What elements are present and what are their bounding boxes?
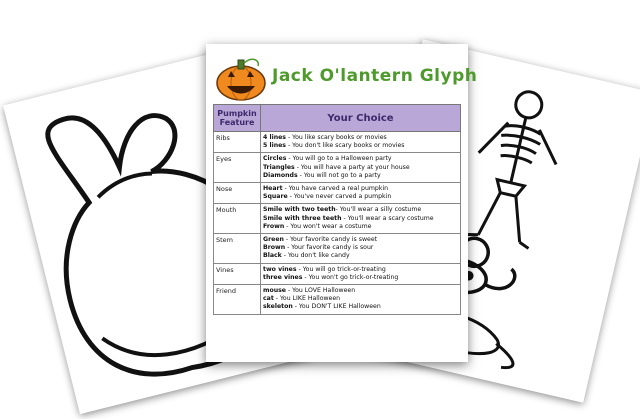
table-row (214, 204, 461, 234)
choice-line (263, 236, 458, 244)
feature-cell: Vines (214, 263, 261, 284)
table-row (214, 285, 461, 315)
choice-line (263, 266, 458, 274)
table-row (214, 234, 461, 264)
choice-cell (261, 204, 461, 234)
feature-cell: Nose (214, 183, 261, 204)
choice-line (263, 223, 458, 231)
choice-option: Diamonds (263, 171, 298, 179)
choice-line (263, 206, 458, 214)
choice-option: two vines (263, 265, 297, 273)
page-title: Jack O'lantern Glyph (272, 66, 478, 86)
glyph-table (213, 104, 461, 315)
table-row (214, 132, 461, 153)
choice-line (263, 185, 458, 193)
choice-option: Frown (263, 222, 285, 230)
choice-cell (261, 285, 461, 315)
table-row (214, 153, 461, 183)
choice-cell (261, 132, 461, 153)
choice-meaning: - You LOVE Halloween (285, 287, 356, 295)
choice-option: Smile with three teeth (263, 214, 342, 222)
choice-option: Black (263, 252, 282, 260)
skeleton-icon (460, 84, 570, 251)
choice-option: 4 lines (263, 134, 286, 141)
choice-meaning: - You will go trick-or-treating (296, 265, 386, 273)
choice-cell (261, 153, 461, 183)
choice-option: 5 lines (263, 142, 286, 150)
choice-meaning: - You will not go to a party (297, 171, 381, 179)
header-choice: Your Choice (261, 105, 461, 132)
choice-meaning: - You don't like scary books or movies (286, 142, 405, 150)
choice-option: Smile with two teeth (263, 206, 336, 214)
choice-line (263, 172, 458, 180)
choice-line (263, 274, 458, 282)
table-row (214, 183, 461, 204)
choice-line (263, 193, 458, 201)
choice-meaning: - You LIKE Halloween (273, 295, 341, 303)
choice-option: Green (263, 236, 284, 244)
choice-meaning: - Your favorite candy is sour (285, 244, 374, 252)
feature-cell: Mouth (214, 204, 261, 234)
feature-cell: Eyes (214, 153, 261, 183)
jack-o-lantern-icon (214, 54, 268, 102)
choice-meaning: - You don't like candy (281, 252, 350, 260)
choice-option: Triangles (263, 163, 295, 171)
choice-option: skeleton (263, 303, 293, 311)
feature-cell: Stem (214, 234, 261, 264)
choice-line (263, 155, 458, 163)
glyph-table-body (214, 132, 461, 315)
choice-line (263, 164, 458, 172)
choice-meaning: - You won't go trick-or-treating (302, 273, 399, 281)
choice-line (263, 252, 458, 260)
choice-meaning: - You'll wear a scary costume (341, 214, 434, 222)
choice-meaning: - You've never carved a pumpkin (287, 193, 392, 201)
choice-meaning: - You have carved a real pumpkin (282, 185, 389, 193)
choice-line (263, 295, 458, 303)
choice-line (263, 303, 458, 311)
choice-meaning: - You won't wear a costume (284, 222, 372, 230)
choice-meaning: - You DON'T LIKE Halloween (292, 303, 381, 311)
choice-line (263, 215, 458, 223)
choice-option: Circles (263, 155, 287, 163)
feature-cell: Friend (214, 285, 261, 315)
title-row (214, 54, 478, 102)
choice-cell (261, 234, 461, 264)
choice-meaning: - You will go to a Halloween party (286, 155, 392, 163)
choice-option: Brown (263, 244, 286, 252)
choice-line (263, 287, 458, 295)
choice-option: Square (263, 193, 288, 201)
choice-meaning: - You'll wear a silly costume (335, 206, 422, 214)
choice-option: cat (263, 295, 274, 303)
choice-meaning: - You will have a party at your house (294, 163, 410, 171)
choice-meaning: - You like scary books or movies (286, 134, 387, 141)
choice-meaning: - Your favorite candy is sweet (283, 236, 378, 244)
feature-cell: Ribs (214, 132, 261, 153)
choice-option: Heart (263, 185, 283, 193)
choice-option: mouse (263, 287, 286, 295)
header-feature: Pumpkin Feature (214, 105, 261, 132)
glyph-key-sheet (206, 44, 478, 362)
choice-cell (261, 263, 461, 284)
choice-line (263, 142, 458, 150)
choice-option: three vines (263, 273, 303, 281)
choice-line (263, 244, 458, 252)
choice-cell (261, 183, 461, 204)
table-row (214, 263, 461, 284)
choice-line (263, 134, 458, 142)
